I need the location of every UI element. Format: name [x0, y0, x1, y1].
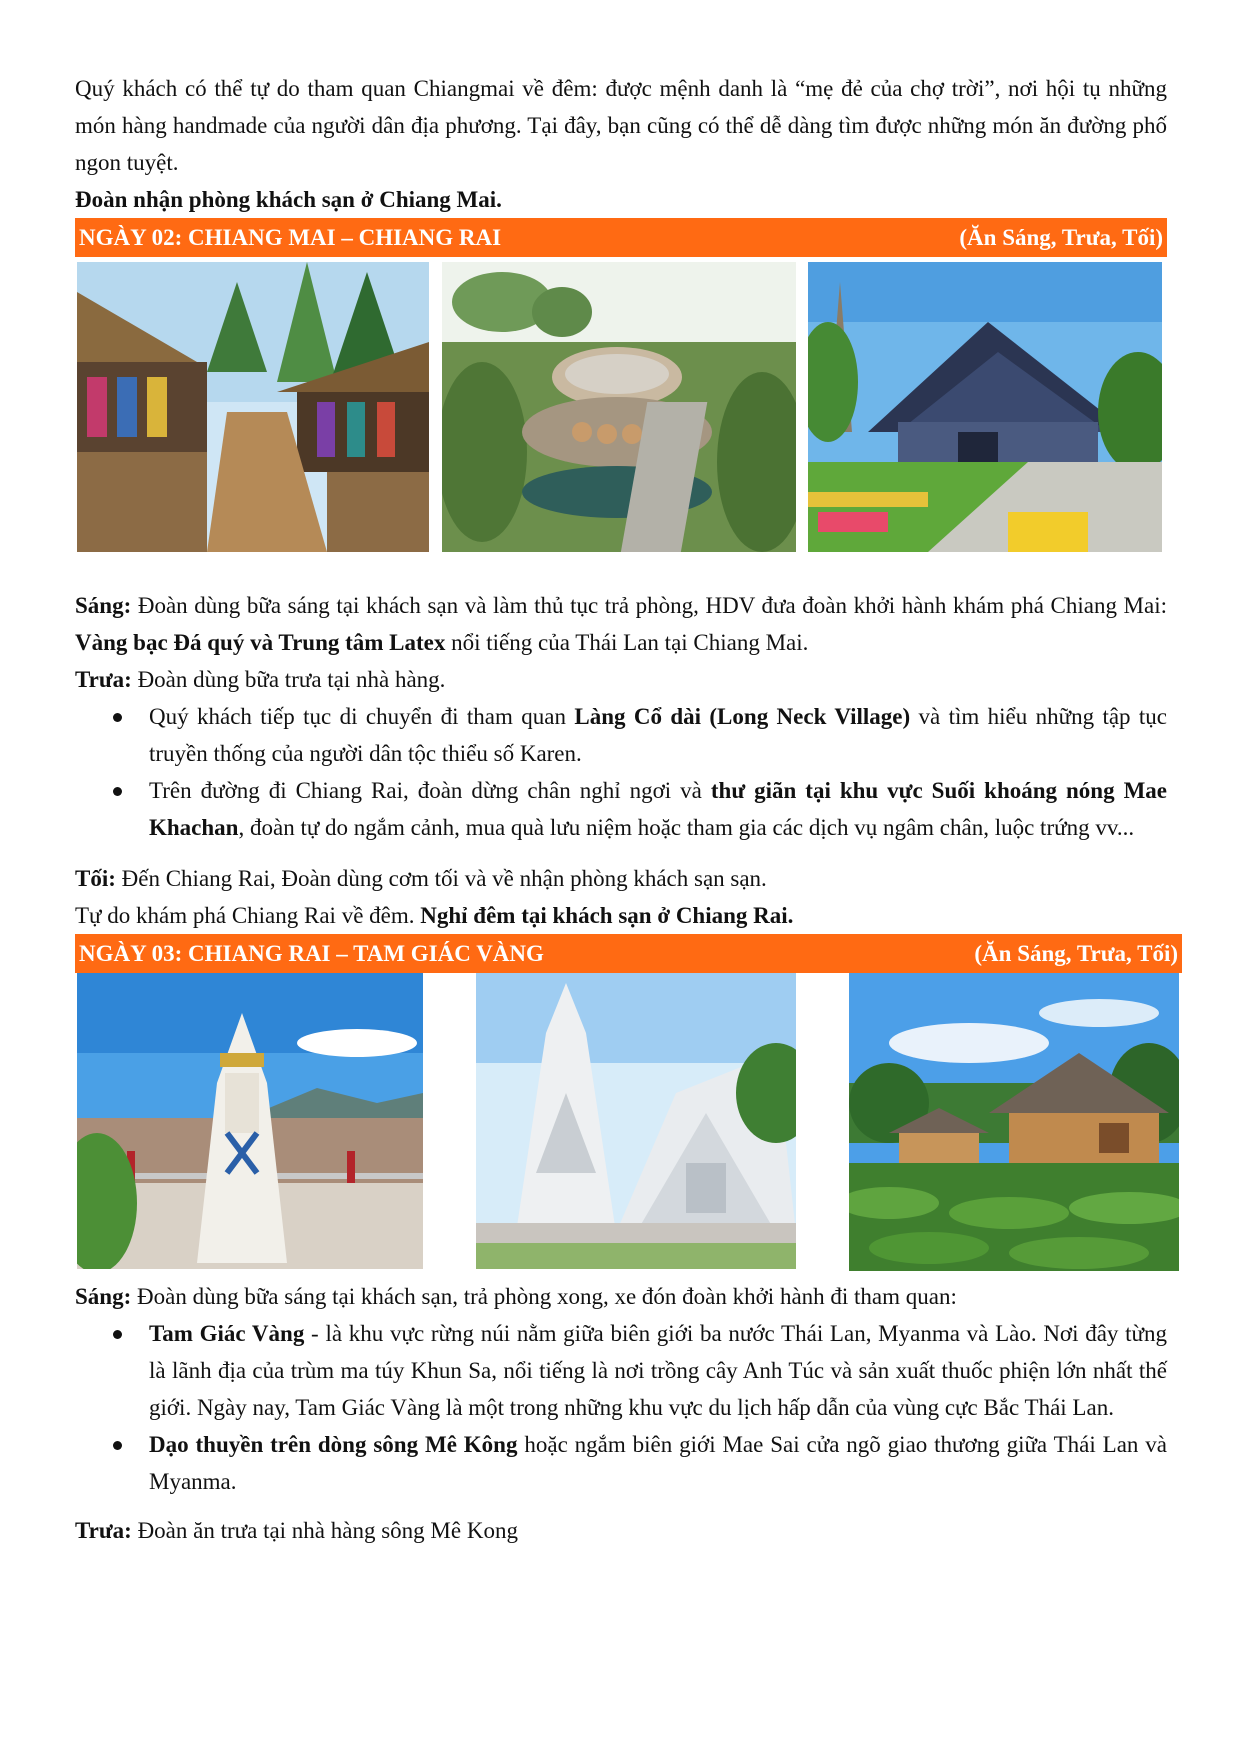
list-item: Dạo thuyền trên dòng sông Mê Kông hoặc ngắm biên giới Mae Sai cửa ngõ giao thương giữa Thái Lan và Myanma.: [75, 1426, 1167, 1500]
day-3-header: [75, 934, 1182, 973]
day-2-activity-list: [75, 698, 1167, 846]
day-2-meals: (Ăn Sáng, Trưa, Tối): [959, 225, 1163, 250]
intro-paragraph: Quý khách có thể tự do tham quan Chiangmai về đêm: được mệnh danh là “mẹ đẻ của chợ trời”, nơi hội tụ những món hàng handmade của người dân địa phương. Tại đây, bạn cũng có thể dễ dàng tìm được những món ăn đường phố ngon tuyệt.: [75, 76, 1167, 175]
day-2-evening: Tối: Đến Chiang Rai, Đoàn dùng cơm tối và về nhận phòng khách sạn sạn.: [75, 866, 767, 891]
white-temple-photo: [476, 973, 796, 1269]
day-2-night: Tự do khám phá Chiang Rai về đêm. Nghỉ đêm tại khách sạn ở Chiang Rai.: [75, 903, 794, 928]
day-2-morning: Sáng: Đoàn dùng bữa sáng tại khách sạn và làm thủ tục trả phòng, HDV đưa đoàn khởi hành khám phá Chiang Mai: Vàng bạc Đá quý và Trung tâm Latex nổi tiếng của Thái Lan tại Chiang Mai.: [75, 593, 1167, 655]
day-3-activity-list: [75, 1315, 1167, 1500]
day-3-noon: Trưa: Đoàn ăn trưa tại nhà hàng sông Mê Kong: [75, 1518, 518, 1543]
day-3-meals: (Ăn Sáng, Trưa, Tối): [974, 941, 1178, 966]
day-2-title: NGÀY 02: CHIANG MAI – CHIANG RAI: [79, 225, 502, 250]
day-2-noon: Trưa: Đoàn dùng bữa trưa tại nhà hàng.: [75, 667, 446, 692]
hot-spring-photo: [442, 262, 796, 552]
list-item: Quý khách tiếp tục di chuyển đi tham quan Làng Cổ dài (Long Neck Village) và tìm hiểu những tập tục truyền thống của người dân tộc thiểu số Karen.: [75, 698, 1167, 772]
list-item: Trên đường đi Chiang Rai, đoàn dừng chân nghỉ ngơi và thư giãn tại khu vực Suối khoáng nóng Mae Khachan, đoàn tự do ngắm cảnh, mua quà lưu niệm hoặc tham gia các dịch vụ ngâm chân, luộc trứng vv...: [75, 772, 1167, 846]
golden-triangle-marker-photo: [77, 973, 423, 1269]
market-street-photo: [77, 262, 429, 552]
day-3-morning: Sáng: Đoàn dùng bữa sáng tại khách sạn, trả phòng xong, xe đón đoàn khởi hành đi tham quan:: [75, 1284, 957, 1309]
day-2-header: [75, 218, 1167, 257]
day-3-photo-row: [75, 973, 1179, 1271]
day-2-photo-row: [75, 262, 1167, 552]
day-3-title: NGÀY 03: CHIANG RAI – TAM GIÁC VÀNG: [79, 941, 544, 966]
temple-photo: [808, 262, 1162, 552]
checkin-note: Đoàn nhận phòng khách sạn ở Chiang Mai.: [75, 187, 502, 212]
list-item: Tam Giác Vàng - là khu vực rừng núi nằm giữa biên giới ba nước Thái Lan, Myanma và Lào. Nơi đây từng là lãnh địa của trùm ma túy Khun Sa, nổi tiếng là nơi trồng cây Anh Túc và sản xuất thuốc phiện lớn nhất thế giới. Ngày nay, Tam Giác Vàng là một trong những khu vực du lịch hấp dẫn của vùng cực Bắc Thái Lan.: [75, 1315, 1167, 1426]
tea-plantation-resort-photo: [849, 973, 1179, 1271]
itinerary-page: [75, 70, 1178, 1549]
